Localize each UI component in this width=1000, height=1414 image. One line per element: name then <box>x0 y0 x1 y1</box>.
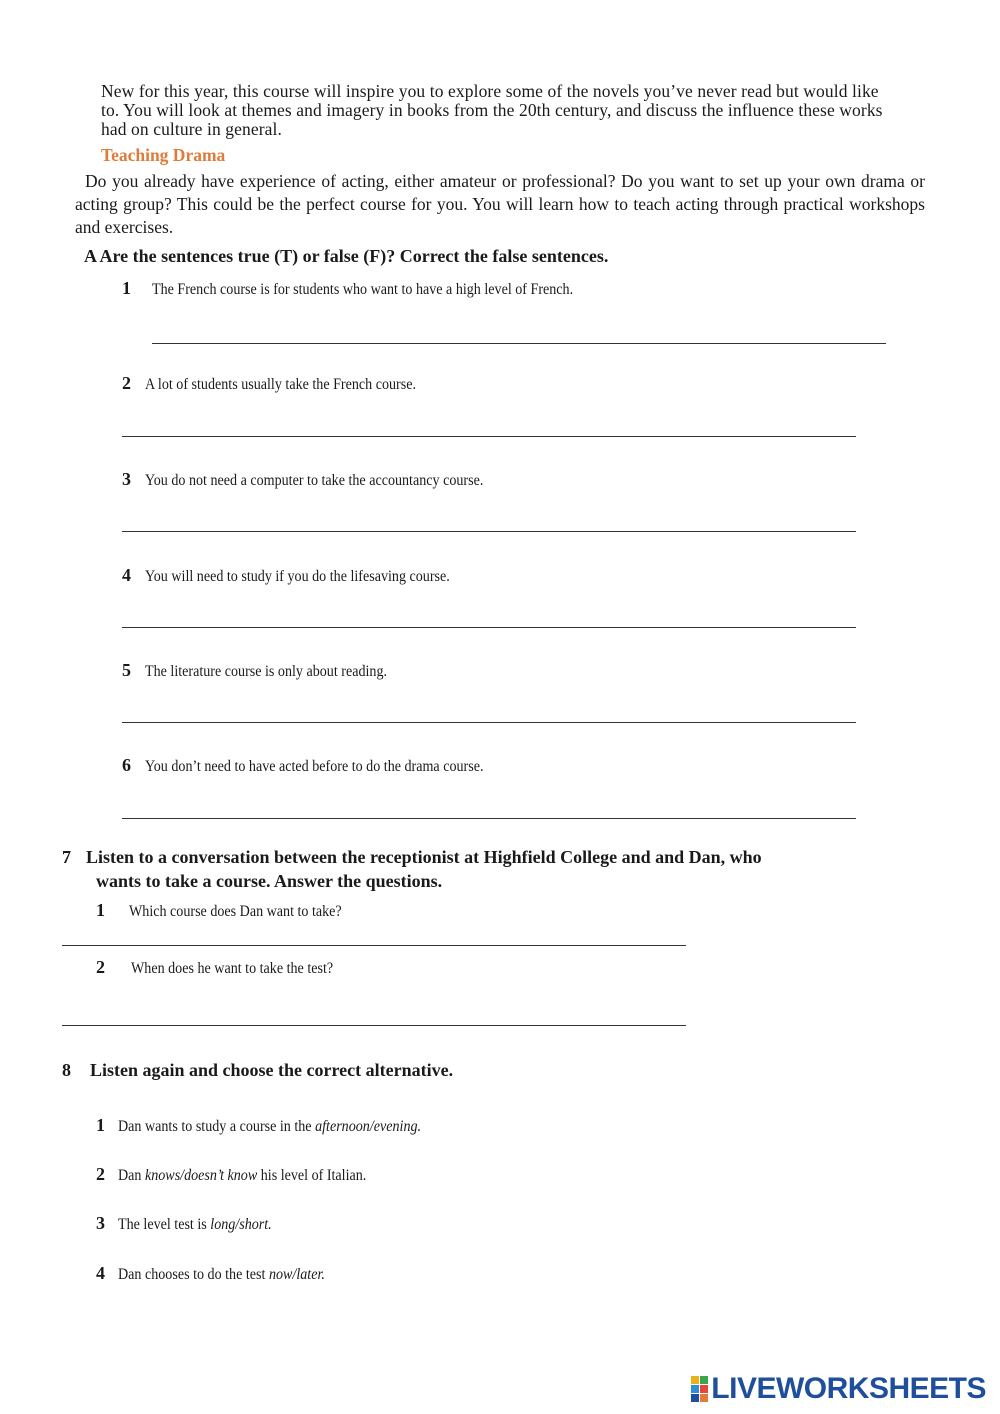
section-7-item-1 <box>96 900 371 921</box>
item-number: 2 <box>96 957 105 977</box>
item-text <box>118 1118 421 1136</box>
section-a-heading: A Are the sentences true (T) or false (F)? Correct the false sentences. <box>84 246 609 266</box>
answer-line-a5[interactable] <box>122 722 856 723</box>
item-text-before: Dan wants to study a course in the <box>118 1118 316 1135</box>
item-text <box>118 1266 325 1284</box>
section-a-item-2 <box>122 373 453 394</box>
answer-line-a4[interactable] <box>122 627 856 628</box>
item-text: When does he want to take the test? <box>131 960 334 977</box>
item-text <box>118 1167 366 1185</box>
section-8-number: 8 <box>62 1060 71 1080</box>
logo-text: LIVEWORKSHEETS <box>711 1372 986 1405</box>
item-number: 6 <box>122 755 131 775</box>
answer-line-7-2[interactable] <box>62 1025 686 1026</box>
section-a-item-1 <box>122 278 631 299</box>
section-8-item-3 <box>96 1213 293 1234</box>
item-options[interactable]: long/short. <box>210 1216 272 1233</box>
section-a-item-4 <box>122 565 491 586</box>
item-text: The literature course is only about reading. <box>145 663 388 680</box>
answer-line-a1[interactable] <box>152 343 886 344</box>
section-8-item-1 <box>96 1115 462 1136</box>
section-7-heading-line2: wants to take a course. Answer the questions. <box>96 871 443 891</box>
section-a-item-3 <box>122 469 529 490</box>
section-a-item-5 <box>122 660 420 681</box>
item-text <box>118 1216 272 1234</box>
item-options[interactable]: knows/doesn’t know <box>144 1167 258 1184</box>
section-7-number: 7 <box>62 847 71 867</box>
answer-line-a2[interactable] <box>122 436 856 437</box>
item-text: You do not need a computer to take the accountancy course. <box>145 472 484 489</box>
teaching-drama-title: Teaching Drama <box>101 145 226 165</box>
item-text: The French course is for students who want to have a high level of French. <box>152 281 574 298</box>
section-8-item-4 <box>96 1263 353 1284</box>
section-8-heading <box>62 1060 453 1081</box>
item-text: You will need to study if you do the lifesaving course. <box>145 568 450 585</box>
item-number: 3 <box>96 1213 105 1233</box>
item-text: Which course does Dan want to take? <box>129 903 342 920</box>
item-options[interactable]: afternoon/evening. <box>315 1118 422 1135</box>
item-number: 1 <box>96 900 105 920</box>
section-8-heading-text: Listen again and choose the correct alternative. <box>90 1060 454 1080</box>
item-number: 1 <box>96 1115 105 1135</box>
section-7-heading-line1: Listen to a conversation between the receptionist at Highfield College and and Dan, who <box>86 847 762 867</box>
answer-line-a6[interactable] <box>122 818 856 819</box>
item-number: 2 <box>96 1164 105 1184</box>
item-number: 2 <box>122 373 131 393</box>
item-number: 1 <box>122 278 131 298</box>
item-text-before: Dan <box>118 1167 145 1184</box>
teaching-drama-paragraph: Do you already have experience of acting, either amateur or professional? Do you want to set up your own drama or acting group? This could be the perfect course for you. You will learn how to teach acting through practical workshops and exercises. <box>75 171 925 237</box>
item-options[interactable]: now/later. <box>268 1266 325 1283</box>
liveworksheets-logo <box>691 1372 986 1405</box>
answer-line-7-1[interactable] <box>62 945 686 946</box>
item-text: You don’t need to have acted before to do the drama course. <box>145 758 484 775</box>
section-8-item-2 <box>96 1164 400 1185</box>
section-7-heading <box>62 847 762 868</box>
item-text-before: The level test is <box>118 1216 211 1233</box>
answer-line-a3[interactable] <box>122 531 856 532</box>
logo-mark-icon <box>691 1376 708 1402</box>
item-number: 5 <box>122 660 131 680</box>
item-number: 4 <box>96 1263 105 1283</box>
item-number: 4 <box>122 565 131 585</box>
item-text: A lot of students usually take the French course. <box>145 376 416 393</box>
item-number: 3 <box>122 469 131 489</box>
section-7-item-2 <box>96 957 361 978</box>
item-text-after: his level of Italian. <box>257 1167 367 1184</box>
intro-paragraph: New for this year, this course will inspire you to explore some of the novels you’ve never read but would like to. You will look at themes and imagery in books from the 20th century, and discuss the influence these works had on culture in general. <box>101 81 883 139</box>
section-a-item-6 <box>122 755 530 776</box>
item-text-before: Dan chooses to do the test <box>118 1266 269 1283</box>
